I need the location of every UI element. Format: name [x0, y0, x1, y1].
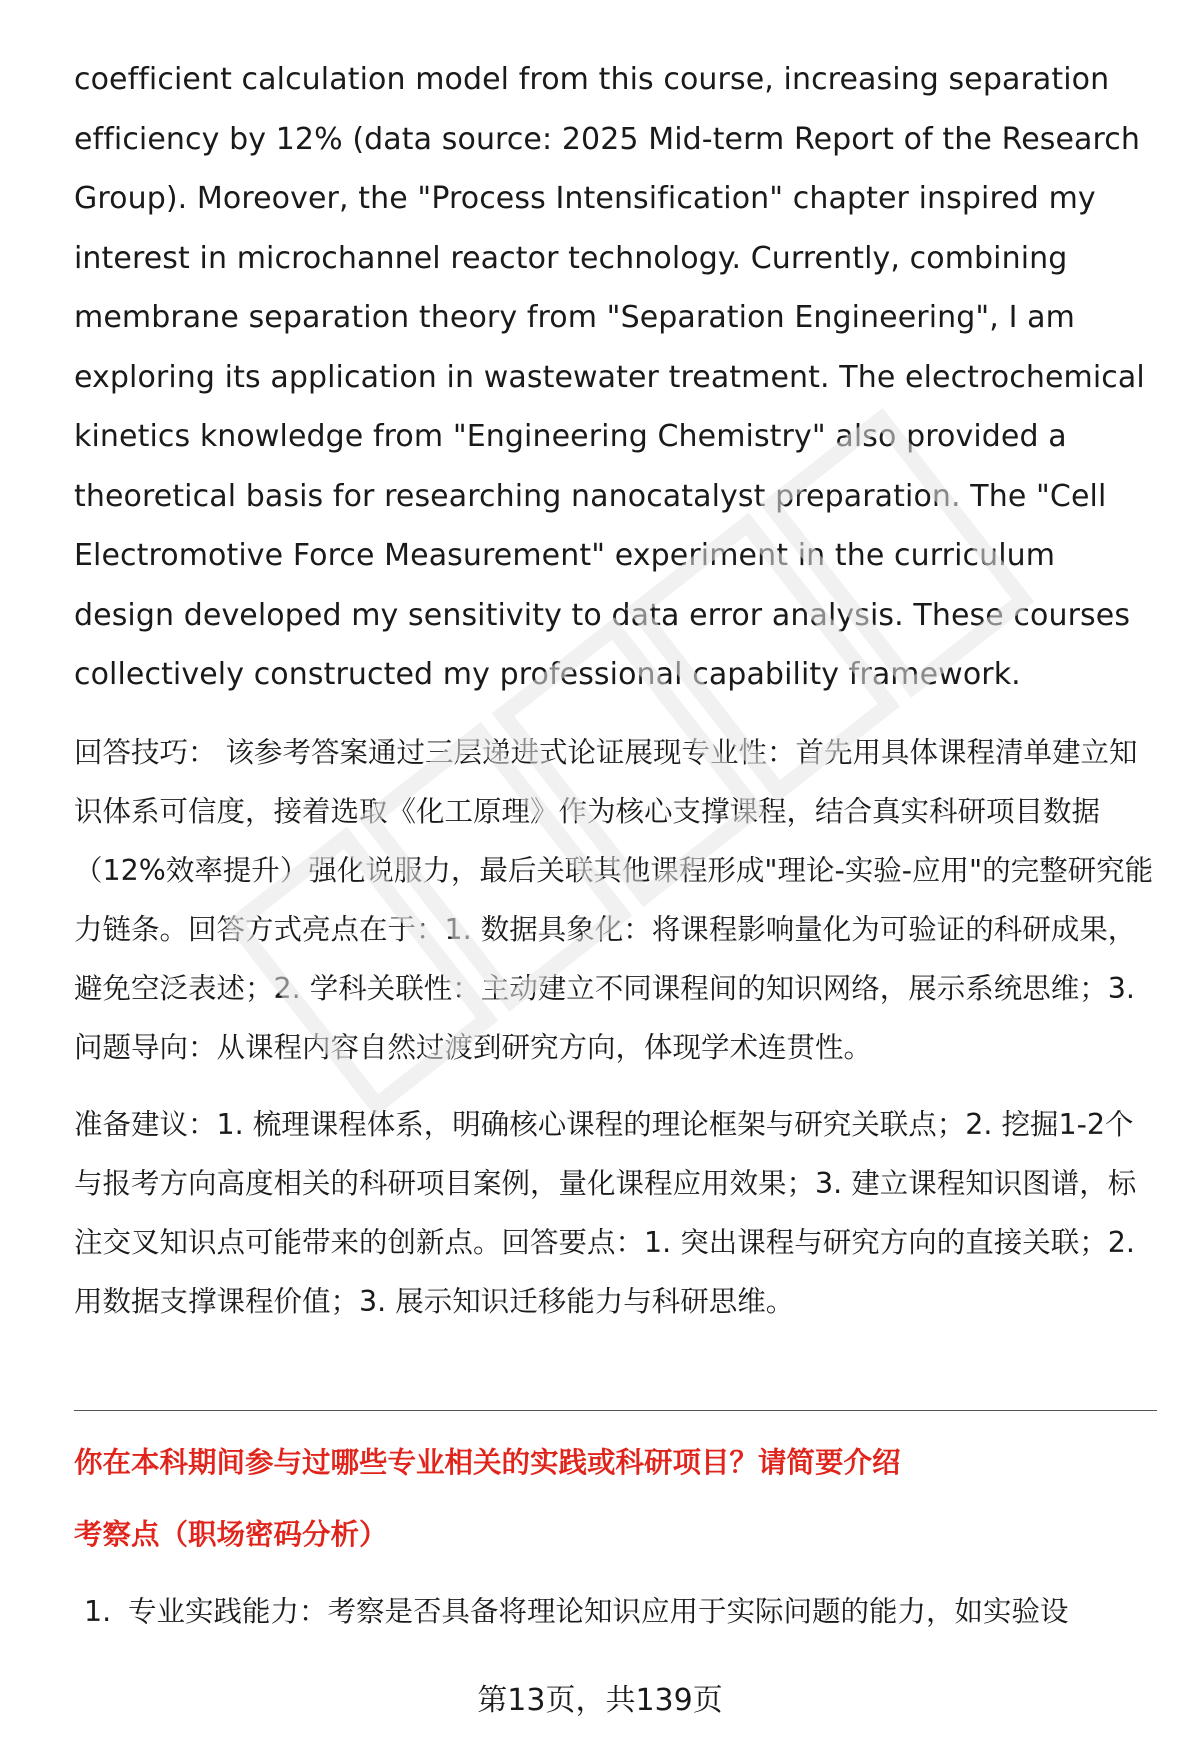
interview-question: 你在本科期间参与过哪些专业相关的实践或科研项目？请简要介绍 — [74, 1446, 901, 1479]
answer-tips-paragraph: 回答技巧： 该参考答案通过三层递进式论证展现专业性：首先用具体课程清单建立知识体系可信度，接着选取《化工原理》作为核心支撑课程，结合真实科研项目数据（12%效率提升）强化说服力，最后关联其他课程形成"理论-实验-应用"的完整研究能力链条。回答方式亮点在于：1. 数据具象化：将课程影响量化为可验证的科研成果，避免空泛表述；2. 学科关联性：主动建立不同课程间的知识网络，展示系统思维；3. 问题导向：从课程内容自然过渡到研究方向，体现学术连贯性。 — [74, 735, 1154, 1064]
list-item-number: 1. — [84, 1595, 112, 1628]
page-number-footer: 第13页，共139页 — [477, 1683, 723, 1718]
assessment-points-title: 考察点（职场密码分析） — [74, 1518, 388, 1551]
list-item — [84, 1589, 1069, 1630]
list-item-text: 专业实践能力：考察是否具备将理论知识应用于实际问题的能力，如实验设 — [128, 1595, 1069, 1628]
preparation-advice-paragraph: 准备建议：1. 梳理课程体系，明确核心课程的理论框架与研究关联点；2. 挖掘1-2个与报考方向高度相关的科研项目案例，量化课程应用效果；3. 建立课程知识图谱，标注交叉知识点可能带来的创新点。回答要点：1. 突出课程与研究方向的直接关联；2. 用数据支撑课程价值；3. 展示知识迁移能力与科研思维。 — [74, 1107, 1137, 1318]
document-body — [74, 50, 1159, 1331]
section-divider — [74, 1410, 1157, 1411]
english-answer-paragraph: coefficient calculation model from this course, increasing separation efficiency by 12% (data source: 2025 Mid-term Report of the Research Group). Moreover, the "Process Intensification" chapter inspired my interest in microchannel reactor technology. Currently, combining membrane separation theory from "Separation Engineering", I am exploring its application in wastewater treatment. The electrochemical kinetics knowledge from "Engineering Chemistry" also provided a theoretical basis for researching nanocatalyst preparation. The "Cell Electromotive Force Measurement" experiment in the curriculum design developed my sensitivity to data error analysis. These courses collectively constructed my professional capability framework. — [74, 62, 1145, 692]
